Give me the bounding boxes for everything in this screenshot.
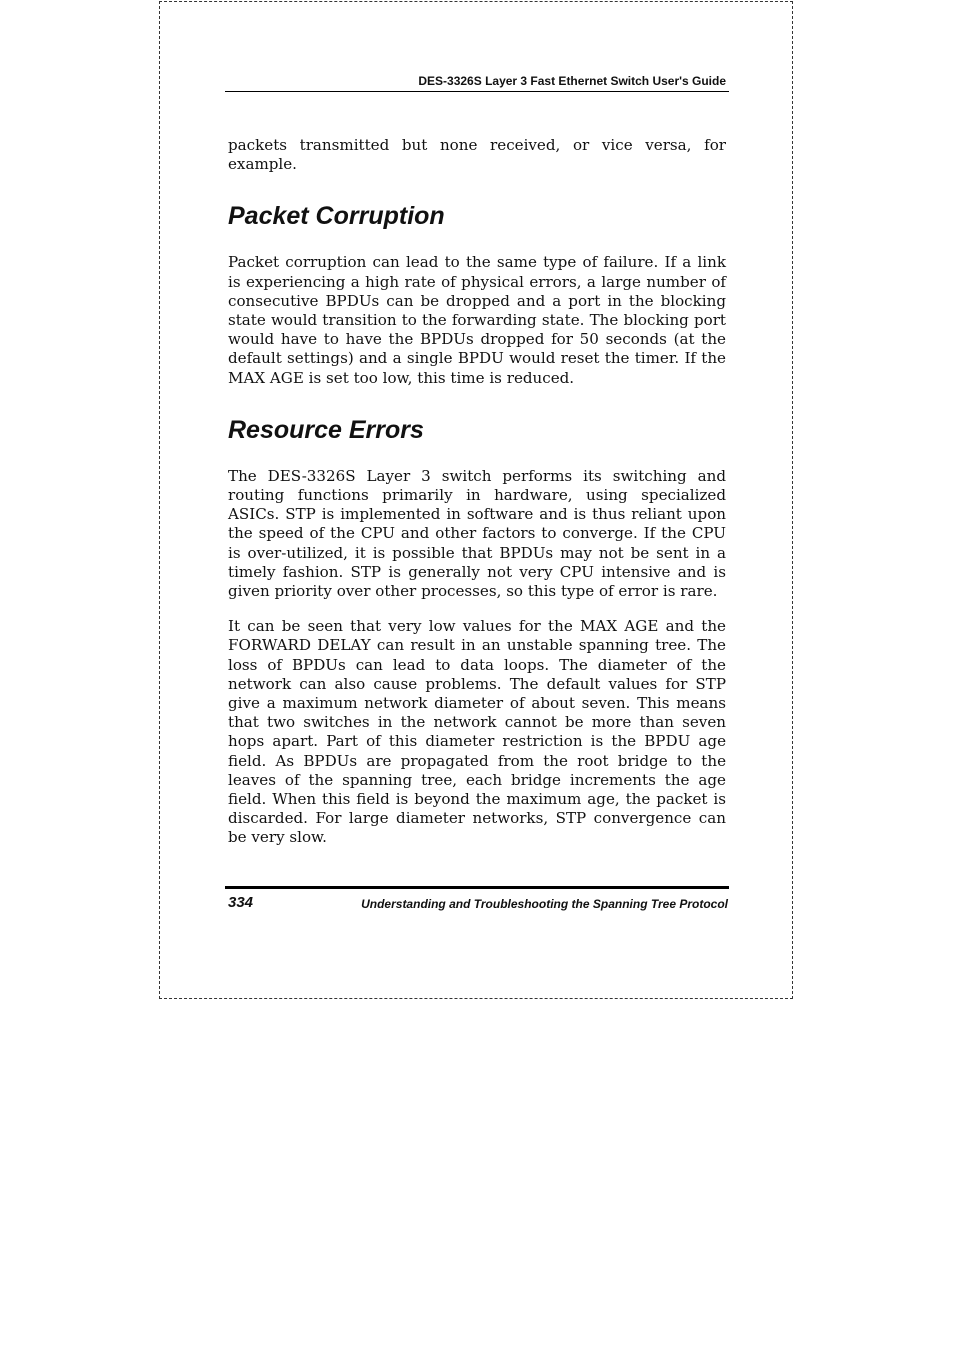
footer-divider [225, 886, 729, 889]
section-heading-packet-corruption: Packet Corruption [228, 202, 445, 231]
paragraph-packet-corruption: Packet corruption can lead to the same type of failure. If a link is experiencing a high rate of physical errors, a large number of consecutive BPDUs can be dropped and a port in the blocking state would transition to the forwarding state. The blocking port would have to have the BPDUs dropped for 50 seconds (at the default settings) and a single BPDU would reset the timer. If the MAX AGE is set too low, this time is reduced. [228, 253, 726, 387]
page-number: 334 [228, 894, 254, 911]
section-heading-resource-errors: Resource Errors [228, 415, 424, 444]
running-footer: Understanding and Troubleshooting the Spanning Tree Protocol [361, 897, 728, 911]
intro-paragraph: packets transmitted but none received, or vice versa, for example. [228, 136, 726, 174]
header-divider [225, 91, 729, 92]
running-header: DES-3326S Layer 3 Fast Ethernet Switch User's Guide [418, 74, 726, 88]
paragraph-resource-errors-2: It can be seen that very low values for the MAX AGE and the FORWARD DELAY can result in an unstable spanning tree. The loss of BPDUs can lead to data loops. The diameter of the network can also cause problems. The default values for STP give a maximum network diameter of about seven. This means that two switches in the network cannot be more than seven hops apart. Part of this diameter restriction is the BPDU age field. As BPDUs are propagated from the root bridge to the leaves of the spanning tree, each bridge increments the age field. When this field is beyond the maximum age, the packet is discarded. For large diameter networks, STP convergence can be very slow. [228, 617, 726, 847]
paragraph-resource-errors-1: The DES-3326S Layer 3 switch performs its switching and routing functions primarily in hardware, using specialized ASICs. STP is implemented in software and is thus reliant upon the speed of the CPU and other factors to converge. If the CPU is over-utilized, it is possible that BPDUs may not be sent in a timely fashion. STP is generally not very CPU intensive and is given priority over other processes, so this type of error is rare. [228, 466, 726, 601]
page-content [228, 136, 726, 848]
